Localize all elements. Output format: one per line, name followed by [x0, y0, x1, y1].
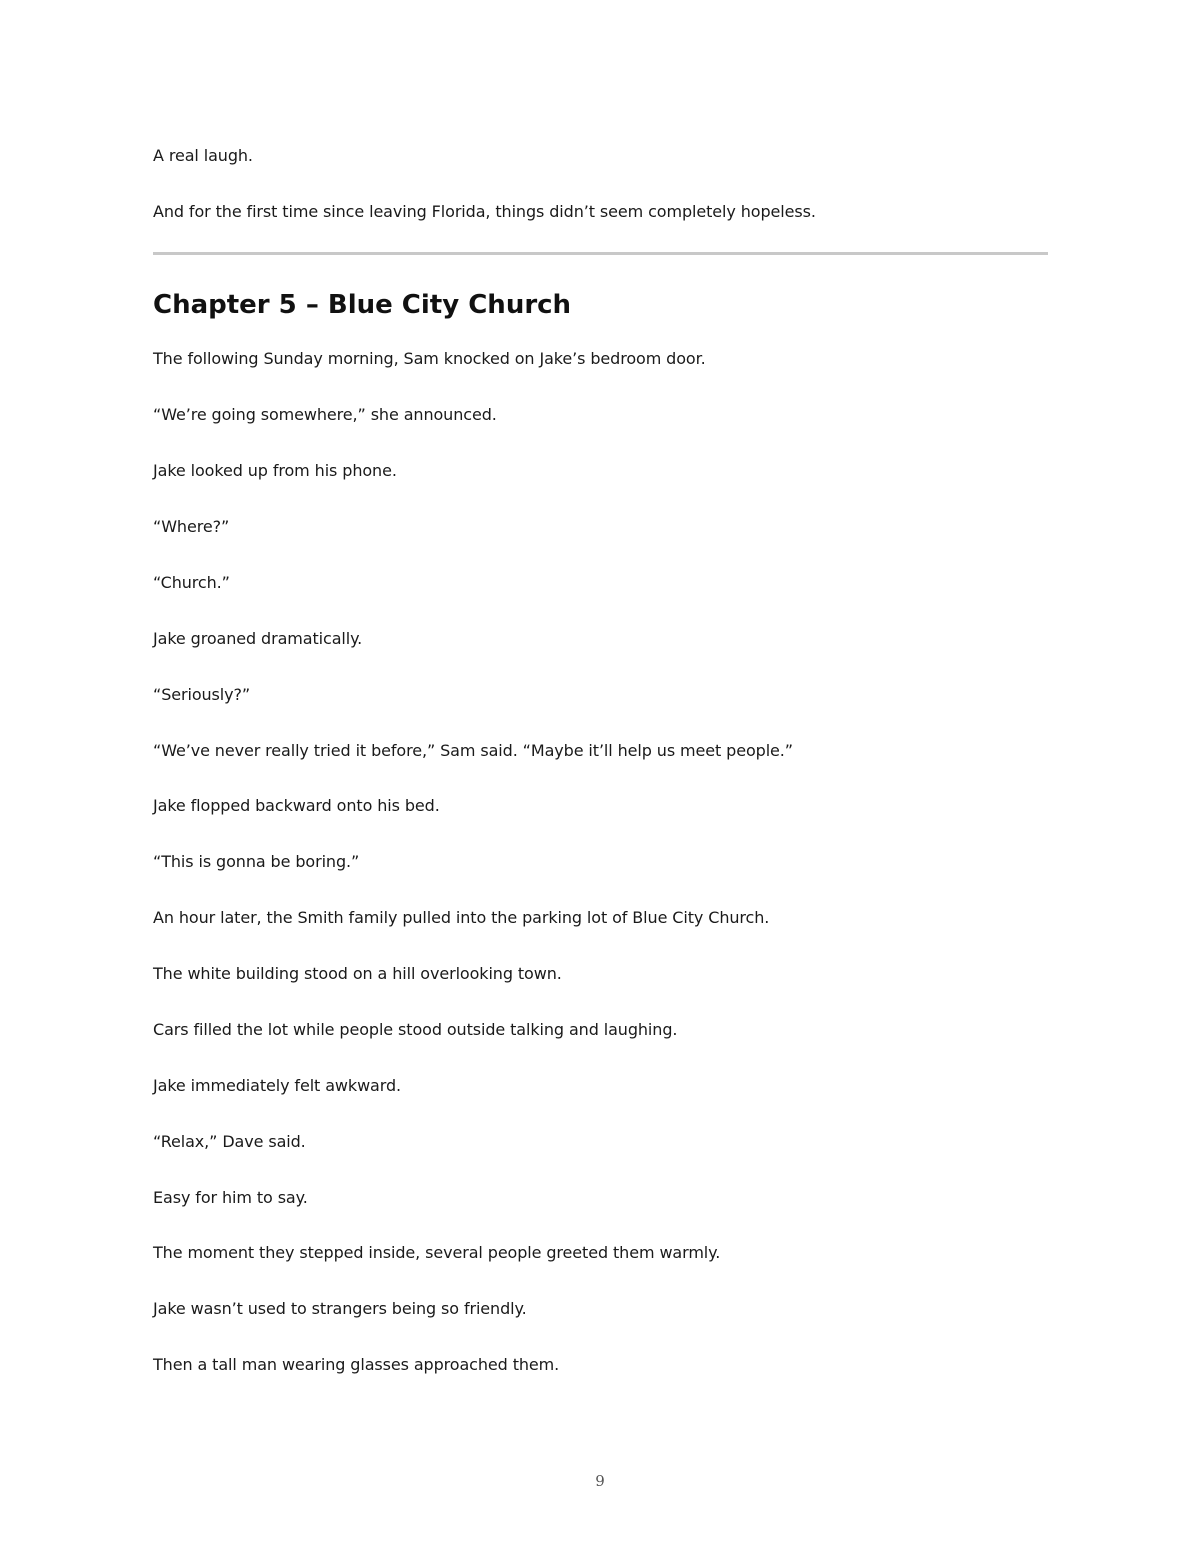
paragraph: Jake looked up from his phone. — [153, 461, 397, 480]
paragraph: The moment they stepped inside, several people greeted them warmly. — [153, 1243, 721, 1262]
paragraph: “We’ve never really tried it before,” Sam said. “Maybe it’ll help us meet people.” — [153, 741, 793, 760]
paragraph: “Relax,” Dave said. — [153, 1132, 306, 1151]
paragraph: A real laugh. — [153, 146, 253, 165]
paragraph: “Church.” — [153, 573, 230, 592]
paragraph: Cars filled the lot while people stood outside talking and laughing. — [153, 1020, 678, 1039]
paragraph: “We’re going somewhere,” she announced. — [153, 405, 497, 424]
section-divider — [153, 252, 1048, 255]
paragraph: “Seriously?” — [153, 685, 251, 704]
paragraph: The white building stood on a hill overlooking town. — [153, 964, 562, 983]
paragraph: Then a tall man wearing glasses approached them. — [153, 1355, 560, 1374]
paragraph: An hour later, the Smith family pulled into the parking lot of Blue City Church. — [153, 908, 770, 927]
paragraph: The following Sunday morning, Sam knocked on Jake’s bedroom door. — [153, 349, 706, 368]
paragraph: Jake flopped backward onto his bed. — [153, 796, 440, 815]
paragraph: “Where?” — [153, 517, 230, 536]
chapter-title: Chapter 5 – Blue City Church — [153, 290, 572, 320]
paragraph: Easy for him to say. — [153, 1188, 308, 1207]
paragraph: Jake groaned dramatically. — [153, 629, 363, 648]
page-number: 9 — [595, 1472, 605, 1490]
paragraph: And for the first time since leaving Florida, things didn’t seem completely hopeless. — [153, 202, 816, 221]
paragraph: Jake wasn’t used to strangers being so friendly. — [153, 1299, 527, 1318]
paragraph: Jake immediately felt awkward. — [153, 1076, 402, 1095]
paragraph: “This is gonna be boring.” — [153, 852, 360, 871]
